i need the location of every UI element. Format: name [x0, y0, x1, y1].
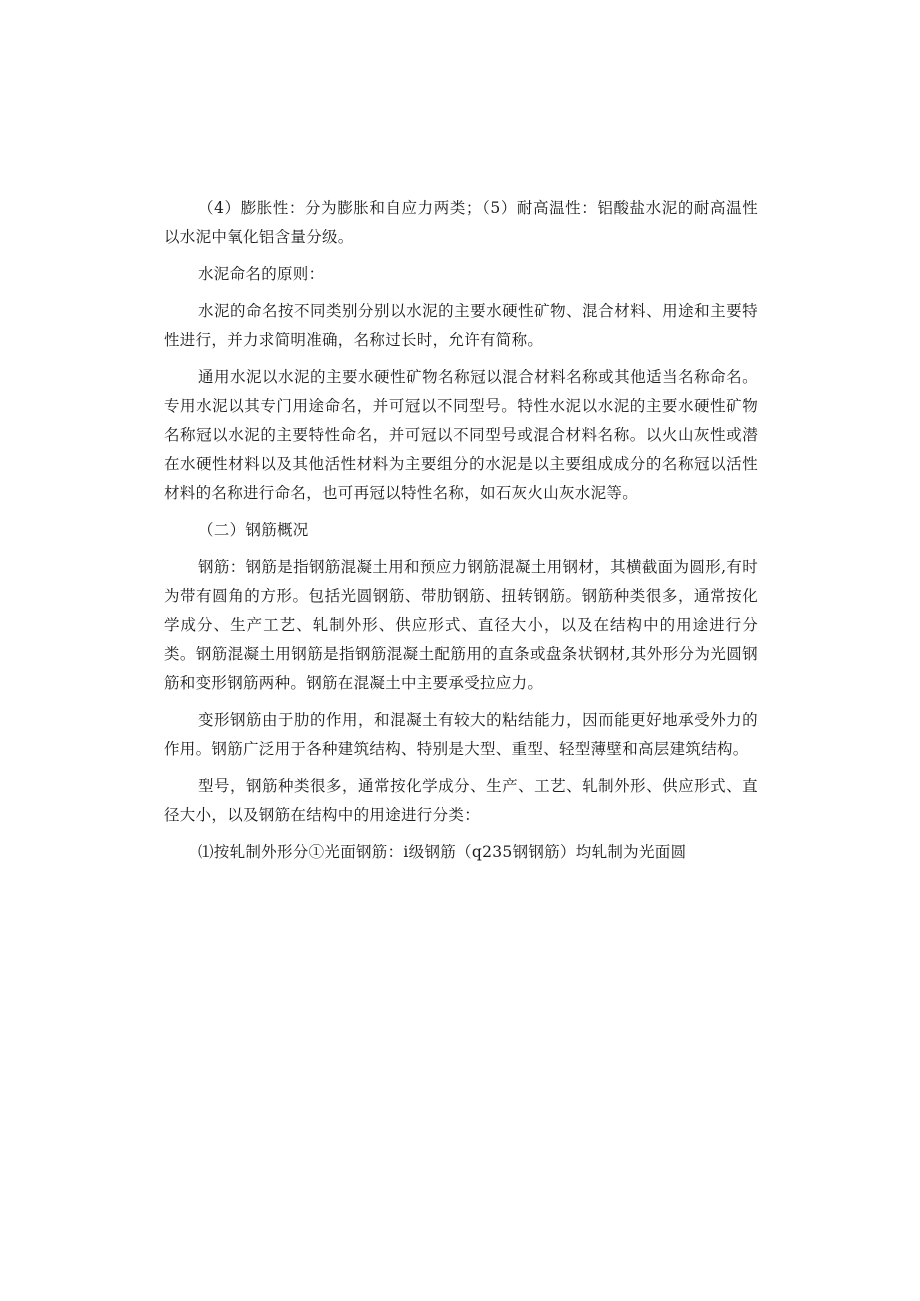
section-heading-rebar-overview: （二）钢筋概况 — [198, 521, 309, 539]
paragraph-expansion-heat-resistance: （4）膨胀性：分为膨胀和自应力两类；（5）耐高温性：铝酸盐水泥的耐高温性以水泥中氧化铝含量分级。 — [164, 199, 758, 246]
paragraph-rebar-definition: 钢筋：钢筋是指钢筋混凝土用和预应力钢筋混凝土用钢材，其横截面为圆形,有时为带有圆角的方形。包括光圆钢筋、带肋钢筋、扭转钢筋。钢筋种类很多，通常按化学成分、生产工艺、轧制外形、供应形式、直径大小，以及在结构中的用途进行分类。钢筋混凝土用钢筋是指钢筋混凝土配筋用的直条或盘条状钢材,其外形分为光圆钢筋和变形钢筋两种。钢筋在混凝土中主要承受拉应力。 — [164, 558, 758, 692]
paragraph-naming-rules: 水泥的命名按不同类别分别以水泥的主要水硬性矿物、混合材料、用途和主要特性进行，并力求简明准确，名称过长时，允许有简称。 — [164, 302, 758, 349]
paragraph-rebar-classification: 型号，钢筋种类很多，通常按化学成分、生产、工艺、轧制外形、供应形式、直径大小，以及钢筋在结构中的用途进行分类： — [164, 777, 758, 824]
paragraph-cement-naming-details: 通用水泥以水泥的主要水硬性矿物名称冠以混合材料名称或其他适当名称命名。专用水泥以其专门用途命名，并可冠以不同型号。特性水泥以水泥的主要水硬性矿物名称冠以水泥的主要特性命名，并可冠以不同型号或混合材料名称。以火山灰性或潜在水硬性材料以及其他活性材料为主要组分的水泥是以主要组成成分的名称冠以活性材料的名称进行命名，也可再冠以特性名称，如石灰火山灰水泥等。 — [164, 368, 758, 502]
paragraph-deformed-rebar: 变形钢筋由于肋的作用，和混凝土有较大的粘结能力，因而能更好地承受外力的作用。钢筋广泛用于各种建筑结构、特别是大型、重型、轻型薄壁和高层建筑结构。 — [164, 711, 758, 758]
paragraph-rolled-shape-classification: ⑴按轧制外形分①光面钢筋：i级钢筋（q235钢钢筋）均轧制为光面圆 — [198, 843, 687, 861]
paragraph-naming-principle-heading: 水泥命名的原则： — [198, 265, 325, 283]
document-body — [164, 194, 758, 875]
